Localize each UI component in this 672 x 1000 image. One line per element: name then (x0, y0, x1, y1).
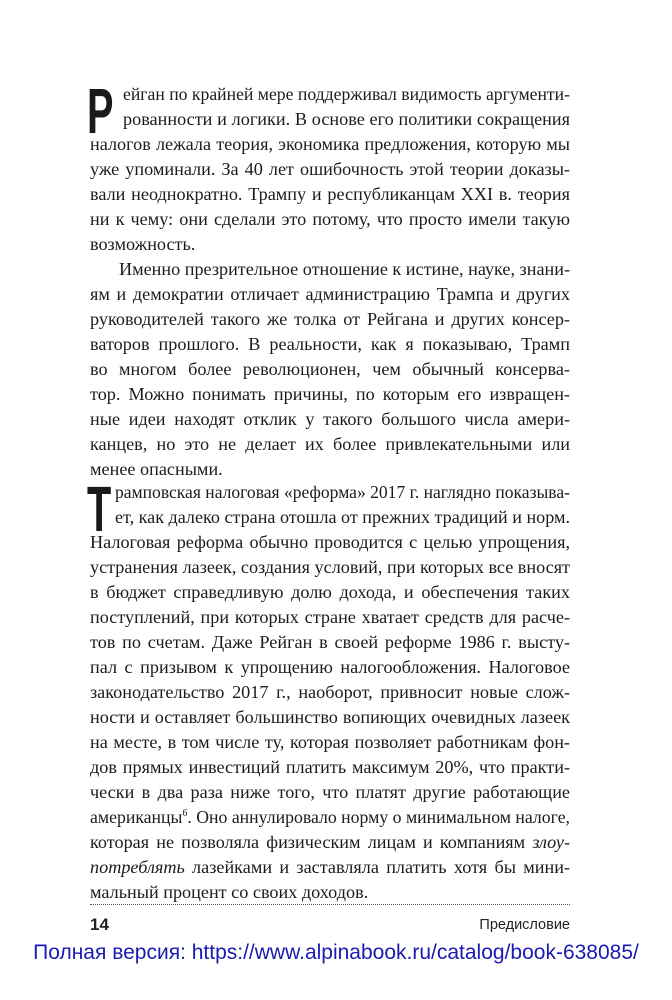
italic-word: злоу- (532, 832, 570, 852)
text-line: возможность. (90, 234, 196, 254)
text-line: рамповская налоговая «реформа» 2017 г. наглядно показыва- (115, 482, 570, 502)
text-line: ни к чему: они сделали это потому, что просто имели такую (90, 209, 570, 229)
text-line: уже упоминали. За 40 лет ошибочность этой теории доказы- (90, 159, 570, 179)
text-line: в бюджет справедливую долю дохода, и обеспечения таких (90, 582, 570, 602)
text-line: ет, как далеко страна отошла от прежних традиций и норм. (115, 507, 570, 527)
text-line: которая не позволяла физическим лицам и компаниям злоу- (90, 832, 570, 852)
text-line: рованности и логики. В основе его политики сокращения (123, 109, 570, 129)
text-line: тов по счетам. Даже Рейган в своей реформе 1986 г. высту- (90, 632, 570, 652)
footer-divider (90, 904, 570, 905)
text-line: во многом более революционен, чем обычный консерва- (90, 359, 570, 379)
text-line: Именно презрительное отношение к истине, науке, знани- (119, 259, 570, 279)
text-line: налогов лежала теория, экономика предложения, которую мы (90, 134, 570, 154)
footnote-marker: 6 (182, 807, 188, 819)
text-line: ные идеи находят отклик у такого большого числа амери- (90, 409, 570, 429)
text-line: руководителей такого же толка от Рейгана и других консер- (90, 309, 570, 329)
text-line: Налоговая реформа обычно проводится с целью упрощения, (90, 532, 570, 552)
page-number: 14 (90, 915, 109, 934)
text-line: устранения лазеек, создания условий, при которых все вносят (90, 557, 570, 577)
text-line: поступлений, при которых стране хватает средств для расче- (90, 607, 570, 627)
text-line: ейган по крайней мере поддерживал видимость аргументи- (123, 84, 570, 104)
text-line: на месте, в том числе ту, которая позволяет работникам фон- (90, 732, 570, 752)
full-version-link[interactable]: Полная версия: https://www.alpinabook.ru/catalog/book-638085/ (33, 941, 639, 964)
text-line: дов прямых инвестиций платить максимум 20%, что практи- (90, 757, 570, 777)
running-footer-section: Предисловие (479, 917, 570, 933)
text-line: канцев, но это не делает их более привлекательными или (90, 434, 570, 454)
drop-cap: Т (87, 473, 112, 545)
text-line: чески в два раза ниже того, что платят другие работающие (90, 782, 570, 802)
text-line: менее опасными. (90, 459, 223, 479)
drop-cap: Р (87, 75, 114, 147)
text-line: пал с призывом к упрощению налогообложения. Налоговое (90, 657, 570, 677)
text-line: законодательство 2017 г., наоборот, привносит новые слож- (90, 682, 570, 702)
text-line: мальный процент со своих доходов. (90, 882, 369, 902)
text-line: тор. Можно понимать причины, по которым его извращен- (90, 384, 570, 404)
text-line: ности и оставляет большинство вопиющих очевидных лазеек (90, 707, 570, 727)
text-line: ям и демократии отличает администрацию Трампа и других (90, 284, 570, 304)
text-line: потреблять лазейками и заставляла платить хотя бы мини- (90, 857, 570, 877)
text-line: американцы$^6$. Оно аннулировало норму о минимальном налоге, (90, 807, 570, 827)
text-line: ваторов прошлого. В реальности, как я показываю, Трамп (90, 334, 570, 354)
text-line: вали неоднократно. Трампу и республиканцам XXI в. теория (90, 184, 570, 204)
italic-word: потреблять (90, 857, 185, 877)
